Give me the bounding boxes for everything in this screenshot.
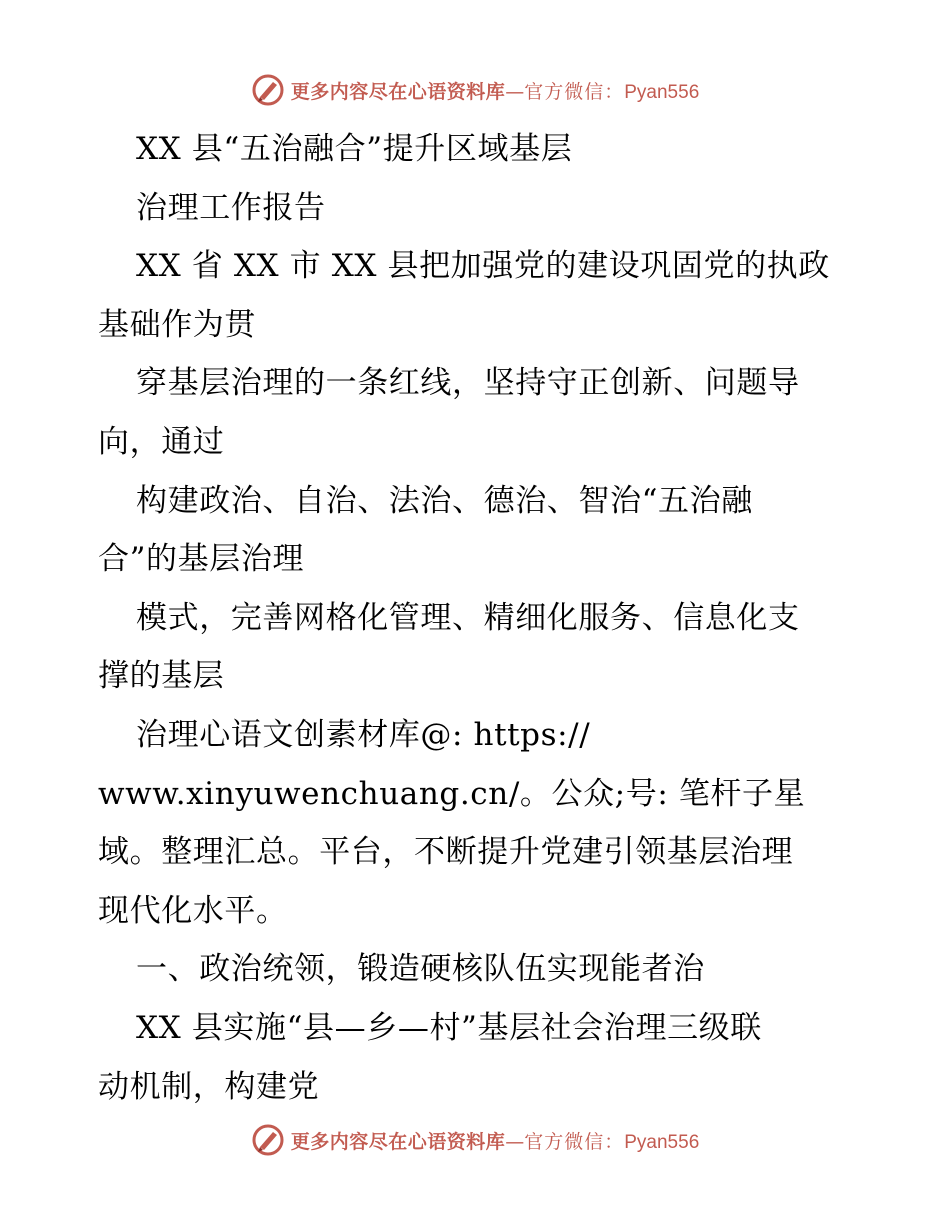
brush-logo-icon xyxy=(251,1123,285,1157)
banner-main-text: 更多内容尽在心语资料库 xyxy=(290,1130,506,1153)
paragraph-line: 撑的基层 xyxy=(98,658,225,695)
brush-logo-icon xyxy=(251,73,285,107)
paragraph-line: 模式，完善网格化管理、精细化服务、信息化支 xyxy=(136,599,800,636)
banner-wechat-id: Pyan556 xyxy=(624,1131,700,1153)
banner-wechat-label: 官方微信： xyxy=(524,1130,625,1153)
paragraph-line: 治理心语文创素材库@: https:// xyxy=(136,716,591,753)
title-line-1: XX 县“五治融合”提升区域基层 xyxy=(136,131,573,167)
paragraph-line: 动机制，构建党 xyxy=(98,1068,320,1105)
banner-wechat-id: Pyan556 xyxy=(624,81,700,103)
paragraph-line-url: www.xinyuwenchuang.cn/。公众;号: 笔杆子星 xyxy=(98,775,806,812)
document-body xyxy=(98,120,858,1116)
paragraph-line: 域。整理汇总。平台，不断提升党建引领基层治理 xyxy=(98,834,794,871)
banner-main-text: 更多内容尽在心语资料库 xyxy=(290,80,506,103)
footer-banner xyxy=(0,1120,950,1160)
paragraph-line: XX 县实施“县—乡—村”基层社会治理三级联 xyxy=(136,1009,762,1046)
paragraph-line: 基础作为贯 xyxy=(98,306,256,343)
section-heading: 一、政治统领，锻造硬核队伍实现能者治 xyxy=(136,951,705,988)
banner-text xyxy=(291,1127,700,1154)
banner-wechat-label: 官方微信： xyxy=(524,80,625,103)
paragraph-line: 穿基层治理的一条红线，坚持守正创新、问题导 xyxy=(136,365,800,402)
header-banner xyxy=(0,70,950,110)
paragraph-line: XX 省 XX 市 XX 县把加强党的建设巩固党的执政 xyxy=(136,248,830,285)
paragraph-line: 合”的基层治理 xyxy=(98,541,305,578)
paragraph-line: 构建政治、自治、法治、德治、智治“五治融 xyxy=(136,482,753,519)
banner-text xyxy=(291,77,700,104)
banner-dash: — xyxy=(505,80,525,103)
paragraph-line: 现代化水平。 xyxy=(98,892,288,929)
paragraph-line: 向，通过 xyxy=(98,423,225,460)
title-line-2: 治理工作报告 xyxy=(136,189,326,226)
banner-dash: — xyxy=(505,1130,525,1153)
